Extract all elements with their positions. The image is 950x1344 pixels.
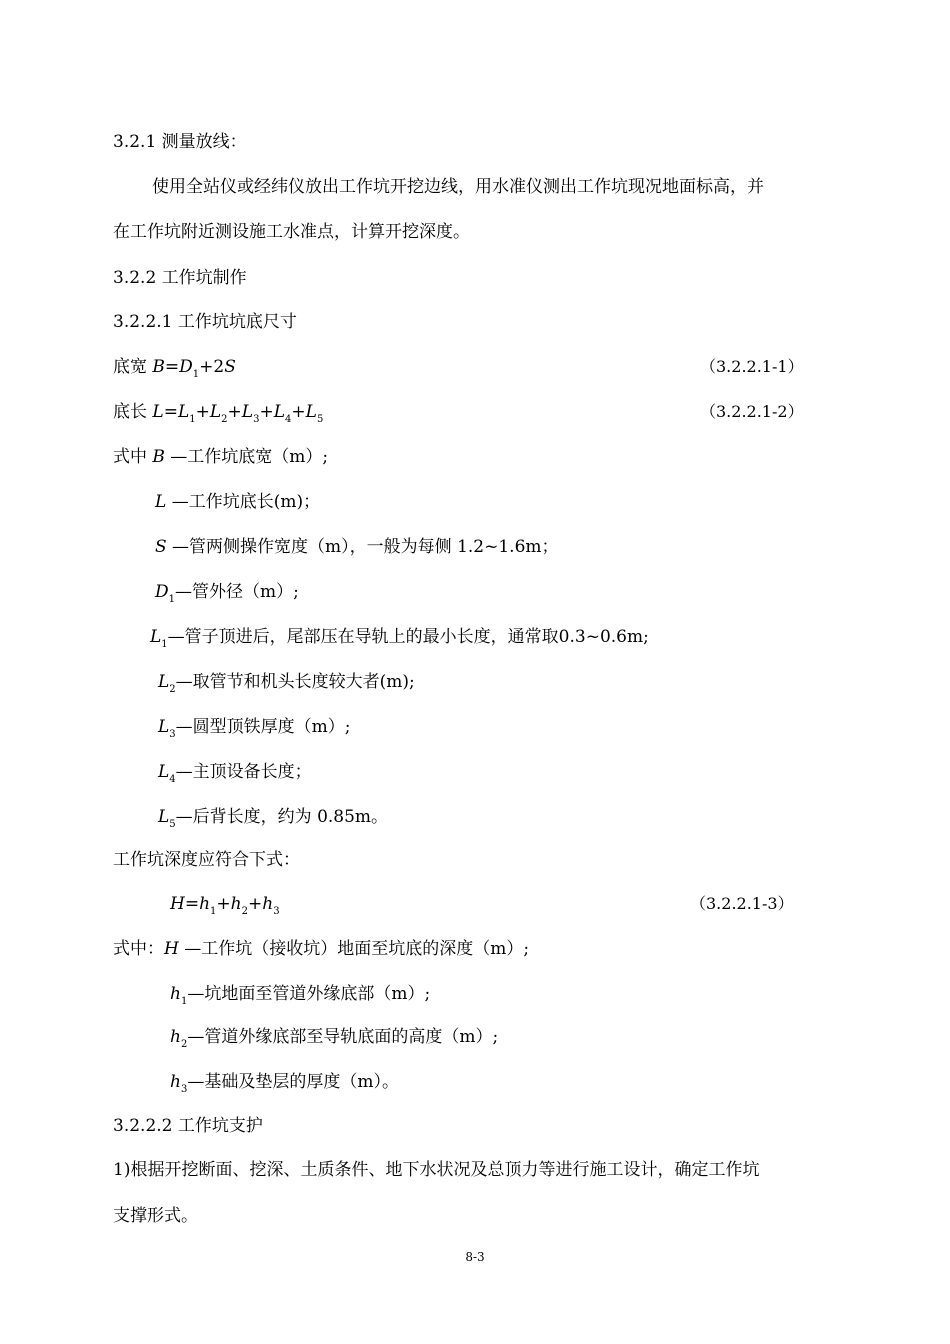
equation-number: （3.2.2.1-3） [690, 894, 794, 913]
equation-rest: +2 [199, 357, 225, 377]
subscript: 1 [180, 996, 188, 1007]
definition-text: —主顶设备长度； [175, 762, 312, 782]
term-l: +L [227, 402, 254, 422]
var-h: H [164, 939, 179, 959]
equation-depth [170, 892, 280, 916]
term-l: +L [259, 402, 286, 422]
definition-b [113, 445, 328, 469]
subscript: 2 [241, 906, 248, 917]
var-l: L [158, 672, 170, 692]
definition-l2 [158, 670, 415, 694]
equation-prefix: 底宽 [113, 357, 153, 377]
definition-h [113, 937, 529, 961]
definition-intro: 式中 [113, 447, 153, 467]
definition-l1 [150, 625, 649, 649]
definition-text: —管外径（m）; [175, 582, 299, 602]
equation-number: （3.2.2.1-1） [700, 357, 804, 376]
equation-bottom-width [113, 355, 236, 379]
term-h: +h [247, 894, 274, 914]
definition-text: —管道外缘底部至导轨底面的高度（m）; [187, 1027, 499, 1047]
term-h: h [199, 894, 211, 914]
subscript: 3 [253, 414, 260, 425]
subscript: 5 [316, 414, 324, 425]
subscript: 1 [210, 906, 217, 917]
var-d: D [155, 582, 169, 602]
var-l: L [158, 807, 170, 827]
definition-text: —取管节和机头长度较大者(m); [175, 672, 415, 692]
list-item-line: 1)根据开挖断面、挖深、土质条件、地下水状况及总顶力等进行施工设计，确定工作坑 [113, 1160, 760, 1180]
term-l: +L [291, 402, 317, 422]
definition-l [155, 490, 320, 514]
var-l: L [158, 717, 170, 737]
var-l: L [155, 492, 167, 512]
subscript: 1 [192, 369, 200, 380]
subscript: 3 [169, 729, 176, 740]
equation-prefix: 底长 [113, 402, 153, 422]
term-l: L [177, 402, 190, 422]
definition-l5 [158, 805, 388, 829]
definition-text: —基础及垫层的厚度（m）。 [187, 1072, 399, 1092]
definition-l4 [158, 760, 312, 784]
paragraph-line: 在工作坑附近测设施工水准点，计算开挖深度。 [113, 222, 470, 242]
section-heading-3-2-2: 3.2.2 工作坑制作 [113, 268, 247, 288]
subscript: 3 [273, 906, 280, 917]
var-b: B [152, 357, 165, 377]
definition-text: —管两侧操作宽度（m），一般为每侧 1.2~1.6m； [166, 537, 559, 557]
definition-text: —工作坑（接收坑）地面至坑底的深度（m）; [178, 939, 530, 959]
section-heading-3-2-2-1: 3.2.2.1 工作坑坑底尺寸 [113, 312, 297, 332]
definition-h1 [170, 982, 430, 1006]
subscript: 1 [168, 594, 176, 605]
var-d: D [179, 357, 193, 377]
section-heading-3-2-1: 3.2.1 测量放线： [113, 132, 247, 152]
paragraph-line: 使用全站仪或经纬仪放出工作坑开挖边线，用水准仪测出工作坑现况地面标高，并 [152, 177, 764, 197]
term-l: +L [195, 402, 222, 422]
var-s: S [155, 537, 167, 557]
var-s: S [224, 357, 236, 377]
definition-text: —工作坑底长(m)； [166, 492, 321, 512]
var-h: h [170, 1072, 181, 1092]
equation-bottom-length [113, 400, 323, 424]
definition-l3 [158, 715, 351, 739]
list-item-line: 支撑形式。 [113, 1206, 198, 1226]
definition-h3 [170, 1070, 399, 1094]
subscript: 2 [180, 1039, 188, 1050]
definition-s [155, 535, 559, 559]
equals-sign: = [184, 894, 200, 914]
definition-text: —工作坑底宽（m）; [164, 447, 329, 467]
definition-text: —后背长度，约为 0.85m。 [175, 807, 389, 827]
subscript: 4 [285, 414, 292, 425]
equals-sign: = [164, 357, 180, 377]
subscript: 5 [169, 819, 176, 830]
term-h: +h [216, 894, 242, 914]
section-heading-3-2-2-2: 3.2.2.2 工作坑支护 [113, 1116, 263, 1136]
var-h: H [170, 894, 185, 914]
definition-text: —圆型顶铁厚度（m）; [175, 717, 351, 737]
subscript: 1 [189, 414, 196, 425]
definition-text: —管子顶进后，尾部压在导轨上的最小长度，通常取0.3~0.6m; [167, 627, 649, 647]
page-number: 8-3 [465, 1250, 485, 1264]
definition-intro: 式中： [113, 939, 164, 959]
subscript: 4 [169, 774, 176, 785]
subscript: 2 [221, 414, 228, 425]
var-l: L [158, 762, 170, 782]
depth-intro: 工作坑深度应符合下式： [113, 850, 300, 870]
var-b: B [152, 447, 165, 467]
equation-number: （3.2.2.1-2） [700, 402, 804, 421]
definition-h2 [170, 1025, 498, 1049]
var-h: h [170, 984, 181, 1004]
var-l: L [150, 627, 162, 647]
subscript: 3 [180, 1084, 188, 1095]
definition-d1 [155, 580, 299, 604]
subscript: 1 [161, 639, 168, 650]
definition-text: —坑地面至管道外缘底部（m）; [187, 984, 431, 1004]
equals-sign: = [163, 402, 178, 422]
var-h: h [170, 1027, 181, 1047]
subscript: 2 [169, 684, 176, 695]
var-l: L [152, 402, 164, 422]
